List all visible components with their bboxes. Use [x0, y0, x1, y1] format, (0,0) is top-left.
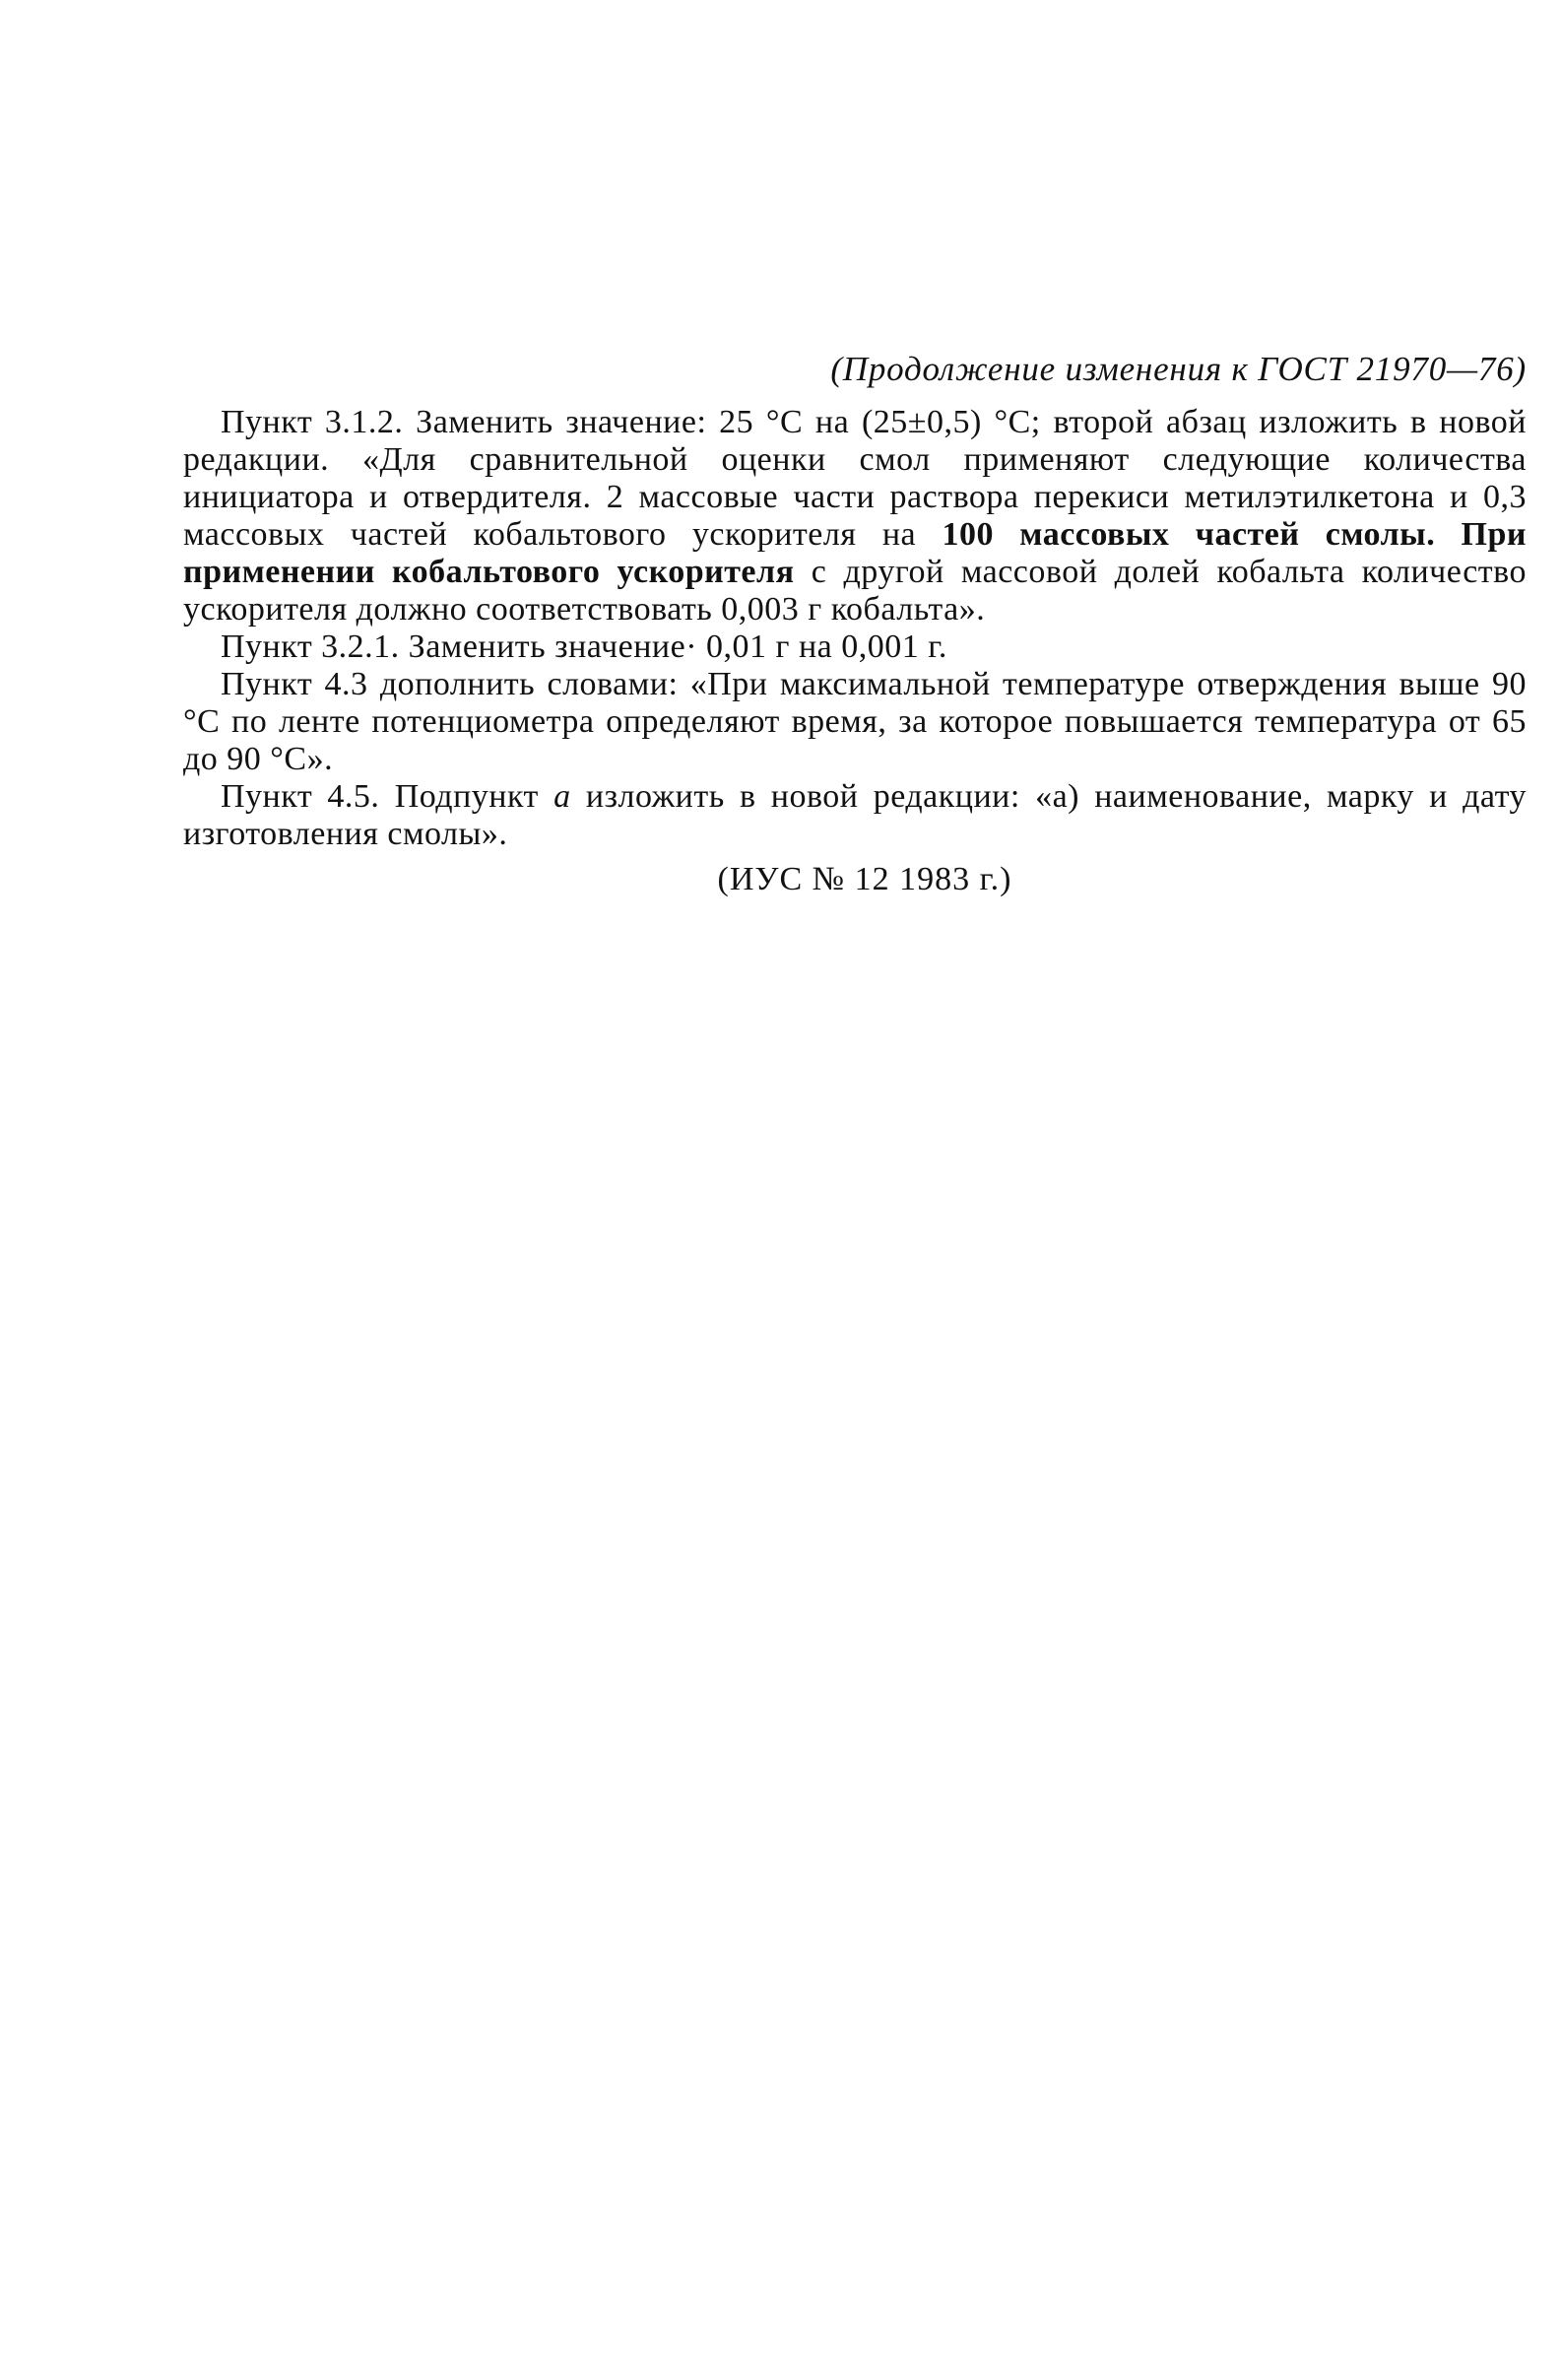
continuation-heading: (Продолжение изменения к ГОСТ 21970—76)	[830, 350, 1527, 388]
paragraph-bold-text: 100 массовых частей смолы. При применении кобальтового ускорителя	[183, 516, 1527, 590]
paragraph-4-3	[183, 666, 1527, 778]
paragraph-text: изложить в новой редакции: «а) наименование, марку и дату изготовления смолы».	[183, 778, 1527, 852]
paragraph-text: Пункт 4.3 дополнить словами: «При максимальной температуре отверждения выше 90 °C по ленте потенциометра определяют время, за которое повышается температура от 65 до 90 °C».	[183, 666, 1527, 777]
paragraph-text: Пункт 4.5. Подпункт	[221, 778, 554, 815]
paragraph-text: с другой массовой долей кобальта количество ускорителя должно соответствовать 0,003 г кобальта».	[183, 554, 1527, 628]
text-block	[183, 351, 1527, 932]
paragraph-3-2-1	[183, 628, 1527, 666]
source-reference: (ИУС № 12 1983 г.)	[717, 861, 1012, 897]
paragraph-text: Пункт 3.1.2. Заменить значение: 25 °C на (25±0,5) °C; второй абзац изложить в новой редакции. «Для сравнительной оценки смол применяют следующие количества инициатора и отвердителя. 2 массовые части раствора перекиси метилэтилкетона и 0,3 массовых частей кобальтового ускорителя на	[183, 404, 1527, 553]
paragraph-italic-text: а	[553, 778, 571, 815]
paragraph-4-5	[183, 778, 1527, 853]
paragraph-text: Пункт 3.2.1. Заменить значение· 0,01 г на 0,001 г.	[221, 628, 947, 665]
paragraph-3-1-2	[183, 404, 1527, 628]
